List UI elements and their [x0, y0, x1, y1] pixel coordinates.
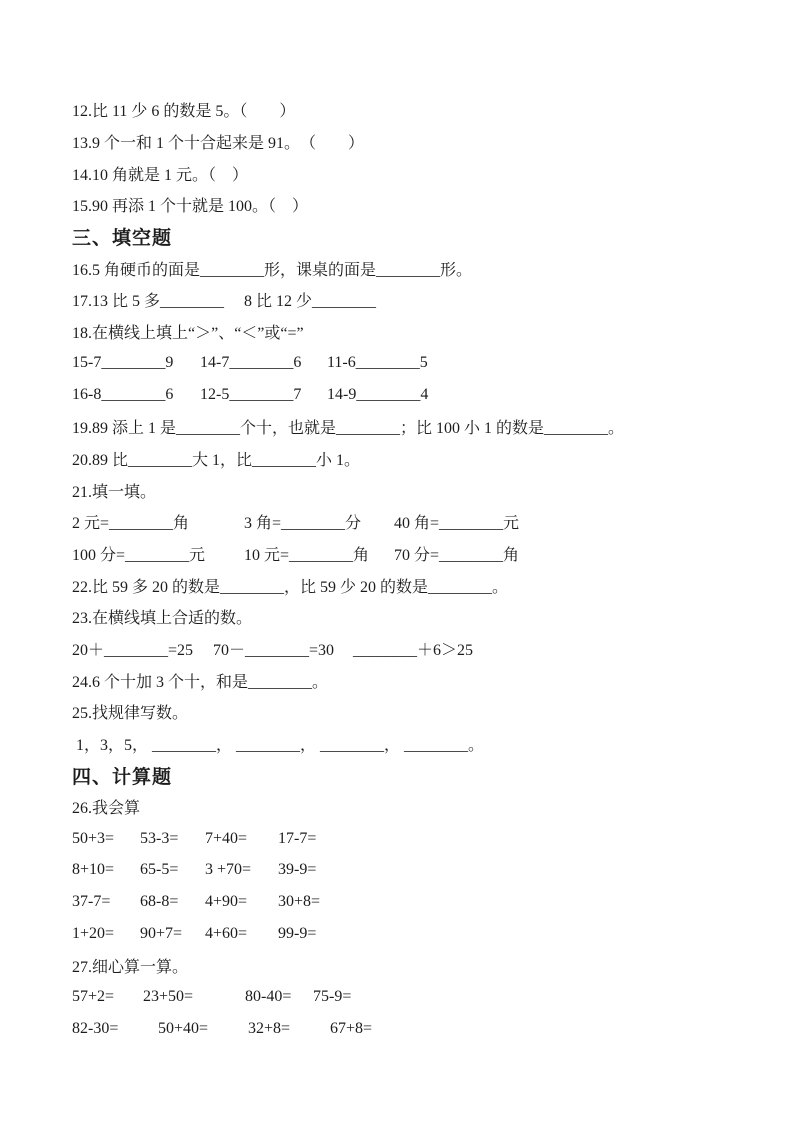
question-23-text: 23.在横线填上合适的数。: [72, 610, 253, 628]
arithmetic-item: 3 +70=: [205, 861, 252, 879]
question-14-text: 14.10 角就是 1 元。（ ）: [72, 166, 249, 184]
section-calc-heading-text: 四、计算题: [72, 766, 173, 788]
question-13: [72, 126, 723, 158]
money-conversion-item: 2 元=________角: [72, 515, 190, 533]
arithmetic-item: 80-40=: [245, 988, 292, 1006]
arithmetic-item: 53-3=: [140, 829, 179, 847]
compare-item: 11-6________5: [327, 354, 428, 372]
arithmetic-item: 90+7=: [140, 924, 183, 942]
question-26: [72, 791, 723, 823]
arithmetic-item: 65-5=: [140, 861, 179, 879]
question-26-row-1: [72, 823, 723, 855]
question-24: [72, 664, 723, 696]
arithmetic-item: 67+8=: [330, 1019, 373, 1037]
question-14: [72, 157, 723, 189]
compare-item: 12-5________7: [200, 386, 302, 404]
arithmetic-item: 17-7=: [278, 829, 317, 847]
question-26-row-3: [72, 886, 723, 918]
compare-item: 14-7________6: [200, 354, 302, 372]
compare-item: 15-7________9: [72, 354, 174, 372]
arithmetic-item: 1+20=: [72, 924, 115, 942]
question-27: [72, 950, 723, 982]
question-18: [72, 316, 723, 348]
question-24-text: 24.6 个十加 3 个十，和是________。: [72, 673, 329, 691]
question-27-row-1: [72, 981, 723, 1013]
equation-blank-item: 20＋________=25: [72, 642, 194, 660]
question-23-row: [72, 633, 723, 665]
arithmetic-item: 99-9=: [278, 924, 317, 942]
arithmetic-item: 68-8=: [140, 893, 179, 911]
question-12: [72, 94, 723, 126]
money-conversion-item: 3 角=________分: [244, 515, 362, 533]
arithmetic-item: 23+50=: [143, 988, 194, 1006]
question-18-text: 18.在横线上填上“＞”、“＜”或“=”: [72, 325, 304, 343]
question-22-text: 22.比 59 多 20 的数是________，比 59 少 20 的数是________。: [72, 578, 509, 596]
question-15-text: 15.90 再添 1 个十就是 100。（ ）: [72, 198, 309, 216]
money-conversion-item: 40 角=________元: [394, 515, 520, 533]
question-26-row-2: [72, 855, 723, 887]
section-fill-heading-text: 三、填空题: [72, 228, 173, 250]
equation-blank-item: 70－________=30: [213, 642, 335, 660]
arithmetic-item: 39-9=: [278, 861, 317, 879]
question-26-text: 26.我会算: [72, 800, 141, 818]
question-23: [72, 601, 723, 633]
arithmetic-item: 82-30=: [72, 1019, 119, 1037]
question-18-row-2: [72, 379, 723, 411]
question-19-text: 19.89 添上 1 是________个十，也就是________；比 100 小 1 的数是________。: [72, 420, 625, 438]
question-16-text: 16.5 角硬币的面是________形，课桌的面是________形。: [72, 261, 473, 279]
money-conversion-item: 100 分=________元: [72, 546, 206, 564]
question-16: [72, 252, 723, 284]
arithmetic-item: 32+8=: [248, 1019, 291, 1037]
arithmetic-item: 8+10=: [72, 861, 115, 879]
arithmetic-item: 4+60=: [205, 924, 248, 942]
question-20: [72, 443, 723, 475]
question-18-row-1: [72, 348, 723, 380]
money-conversion-item: 10 元=________角: [244, 546, 370, 564]
question-17-text: 17.13 比 5 多________ 8 比 12 少________: [72, 293, 377, 311]
question-20-text: 20.89 比________大 1，比________小 1。: [72, 451, 361, 469]
question-27-row-2: [72, 1013, 723, 1045]
question-12-text: 12.比 11 少 6 的数是 5。（ ）: [72, 103, 296, 121]
number-sequence-text: 1，3，5， ________， ________， ________， ________。: [72, 737, 485, 755]
question-13-text: 13.9 个一和 1 个十合起来是 91。 （ ）: [72, 135, 365, 153]
question-26-row-4: [72, 918, 723, 950]
arithmetic-item: 50+40=: [158, 1019, 209, 1037]
arithmetic-item: 30+8=: [278, 893, 321, 911]
question-25-sequence: [72, 728, 723, 760]
question-21-row-1: [72, 506, 723, 538]
compare-item: 14-9________4: [327, 386, 429, 404]
question-17: [72, 284, 723, 316]
arithmetic-item: 57+2=: [72, 988, 115, 1006]
money-conversion-item: 70 分=________角: [394, 546, 520, 564]
question-21-text: 21.填一填。: [72, 483, 157, 501]
arithmetic-item: 50+3=: [72, 829, 115, 847]
arithmetic-item: 75-9=: [313, 988, 352, 1006]
question-15: [72, 189, 723, 221]
arithmetic-item: 37-7=: [72, 893, 111, 911]
question-27-text: 27.细心算一算。: [72, 958, 189, 976]
arithmetic-item: 4+90=: [205, 893, 248, 911]
question-22: [72, 569, 723, 601]
question-19: [72, 411, 723, 443]
question-21: [72, 474, 723, 506]
arithmetic-item: 7+40=: [205, 829, 248, 847]
question-25: [72, 696, 723, 728]
section-fill-heading: [72, 221, 723, 253]
compare-item: 16-8________6: [72, 386, 174, 404]
question-21-row-2: [72, 538, 723, 570]
question-25-text: 25.找规律写数。: [72, 705, 189, 723]
equation-blank-item: ________＋6＞25: [353, 642, 474, 660]
section-calc-heading: [72, 759, 723, 791]
